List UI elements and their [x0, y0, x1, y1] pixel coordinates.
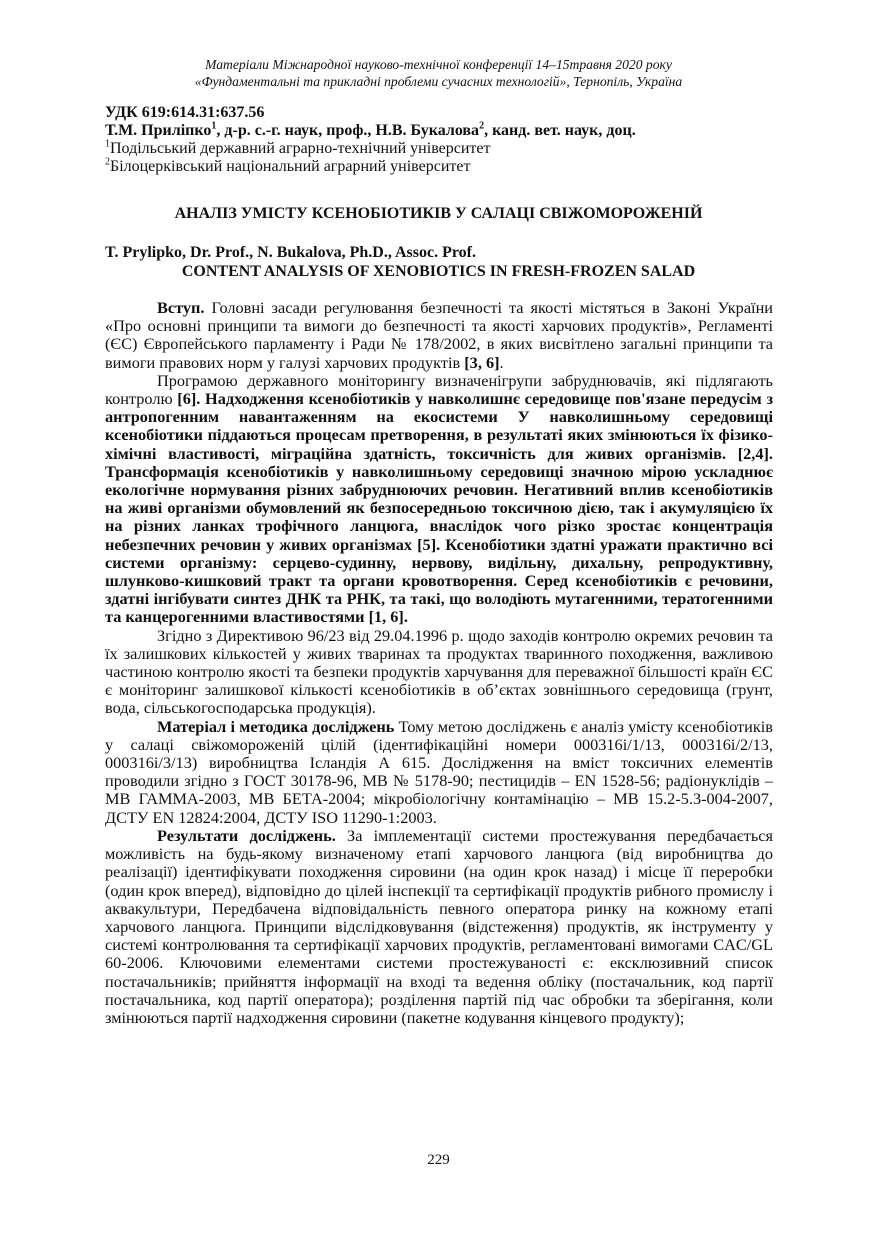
author-2-superscript: 2 — [479, 120, 485, 132]
english-title: CONTENT ANALYSIS OF XENOBIOTICS IN FRESH-FROZEN SALAD — [181, 263, 696, 280]
author-1-degree: , д-р. с.-г. наук, проф., — [216, 122, 376, 139]
page-number: 229 — [427, 1152, 450, 1168]
paragraph-directive: Згідно з Директивою 96/23 від 29.04.1996 р. щодо заходів контролю окремих речовин та їх залишкових кількостей у живих тваринах та продуктах тваринного походження, важливою частиною контролю якості та безпеки продуктів харчування для переважної більшості країн ЄС є моніторинг залишкової кількості ксенобіотиків в об’єктах зовнішнього середовища (грунт, вода, сільськогосподарська продукція). — [105, 625, 773, 718]
author-1-superscript: 1 — [211, 120, 217, 132]
affiliation-1-superscript: 1 — [105, 138, 110, 150]
conference-header-line-1: Матеріали Міжнародної науково-технічної конференції 14–15травня 2020 року — [205, 57, 672, 72]
paragraph-5-text: За імплементації системи простежування передбачається можливість на будь-якому визначеному етапі харчового ланцюга (від виробництва до реалізації) ідентифікувати походження сировини (на один крок назад) і місце її переробки (один крок вперед), відповідно до цілей інспекції та сертифікації продуктів рибного промислу і аквакультури, Передбачена відповідальність певного оператора ринку на кожному етапі харчового ланцюга. Принципи відслідковування (відстеження) продуктів, як інструменту у системі контролювання та сертифікації харчових продуктів, регламентовані вимогами CAC/GL 60-2006. Ключовими елементами системи простежуваності є: ексклюзивний список постачальників; прийняття інформації на вході та ведення обліку (постачальник, код партії постачальника, код партії оператора); розділення партій під час обробки та зберігання, коли змінюються партії надходження сировини (пакетне кодування кінцевого продукту); — [105, 825, 773, 1027]
paragraph-materials-methods — [105, 718, 773, 827]
paragraph-2-bold-b: Ксенобіотики здатні уражати практично всі системи організму: серцево-судинну, нервову, видільну, дихальну, репродуктивну, шлунково-кишковий тракт та органи кровотворення. Серед ксенобіотиків є речовини, здатні інгібувати синтез ДНК та РНК, та такі, що володіють мутагенними, тератогенними та канцерогенними властивостями [1, 6]. — [105, 534, 773, 627]
paragraph-1-text-a: Головні засади регулювання безпечності та якості містяться в Законі України « — [105, 298, 773, 336]
paragraph-introduction — [105, 299, 773, 372]
author-1: Т.М. Приліпко — [105, 122, 212, 139]
paragraph-1-end: . — [499, 352, 504, 372]
paragraph-2-text-mid: вплив ксенобіотиків на живі організми обумовлений як безпосередньою токсичною дією, так і акумуляцією їх на різних ланках трофічного ланцюга, внаслідок чого різко зростає концентрація небезпечних речовин у живих організмах [5]. — [105, 480, 773, 554]
conference-header-line-2: «Фундаментальні та прикладні проблеми сучасних технологій», Тернопіль, Україна — [194, 74, 683, 89]
author-2-degree: , канд. вет. наук, доц. — [484, 122, 636, 139]
affiliation-2-text: Білоцерківський національний аграрний університет — [110, 158, 471, 175]
paragraph-4-text: Тому метою досліджень є аналіз умісту ксенобіотиків у салаці свіжомороженій цілій (ідентифікаційні номери 000316і/1/13, 000316і/2/13, 000316і/3/13) виробництва Ісландія А 615. Дослідження на вміст токсичних елементів проводили згідно з ГОСТ 30178-96, МВ № 5178-90; пестицидів – EN 1528-56; радіонуклідів – МВ ГАММА-2003, МВ БЕТА-2004; мікробіологічну контамінацію – МВ 15.2-5.3-004-2007, ДСТУ EN 12824:2004, ДСТУ ISO 11290-1:2003. — [105, 716, 773, 827]
paragraph-results — [105, 827, 773, 1027]
law-title: Про основні принципи та вимоги до безпечності та якості харчових продуктів — [113, 316, 680, 336]
english-authors: T. Prylipko, Dr. Prof., N. Bukalova, Ph.D., Assoc. Prof. — [105, 244, 476, 261]
introduction-heading: Вступ. — [157, 298, 205, 317]
affiliation-1-text: Подільський державний аграрно-технічний університет — [110, 140, 491, 157]
results-heading: Результати досліджень. — [157, 825, 336, 845]
article-meta — [105, 104, 775, 176]
affiliation-2-superscript: 2 — [105, 156, 110, 168]
paragraph-1-text-b: », Регламенті (ЄС) Європейського парламенту і Ради № 178/2002, в яких висвітлено загальні принципи та вимоги правових норм у галузі харчових продуктів — [105, 316, 773, 372]
paragraph-2-text-a: Програмою державного моніторингу визначенігрупи забруднювачів, які підлягають контролю — [105, 370, 773, 409]
affiliation-2 — [105, 158, 775, 176]
materials-methods-heading: Матеріал і методика досліджень — [157, 716, 395, 736]
author-2: Н.В. Букалова — [375, 122, 480, 139]
article-title-ukrainian: АНАЛІЗ УМІСТУ КСЕНОБІОТИКІВ У САЛАЦІ СВІЖОМОРОЖЕНІЙ — [174, 205, 703, 222]
english-block — [105, 243, 772, 281]
conference-header — [105, 56, 772, 90]
paragraph-2-bold-a: [6]. Надходження ксенобіотиків у навколишнє середовище пов'язане передусім з антропогенним навантаженням на екосистеми У навколишньому середовищі ксенобіотики піддаються процесам претворення, в результаті яких змінюються їх фізико-хімічні властивості, міграційна здатність, токсичність для живих організмів. [2,4]. Трансформація ксенобіотиків у навколишньому середовищі значною мірою ускладнює екологічне нормування різних забруднюючих речовин. Негативний — [105, 389, 773, 500]
paragraph-monitoring — [105, 372, 773, 627]
udc-code: УДК 619:614.31:637.56 — [105, 104, 265, 121]
article-body — [105, 299, 773, 1027]
authors-line — [105, 122, 775, 140]
affiliation-1 — [105, 140, 775, 158]
paragraph-1-reference: [3, 6] — [464, 352, 500, 372]
